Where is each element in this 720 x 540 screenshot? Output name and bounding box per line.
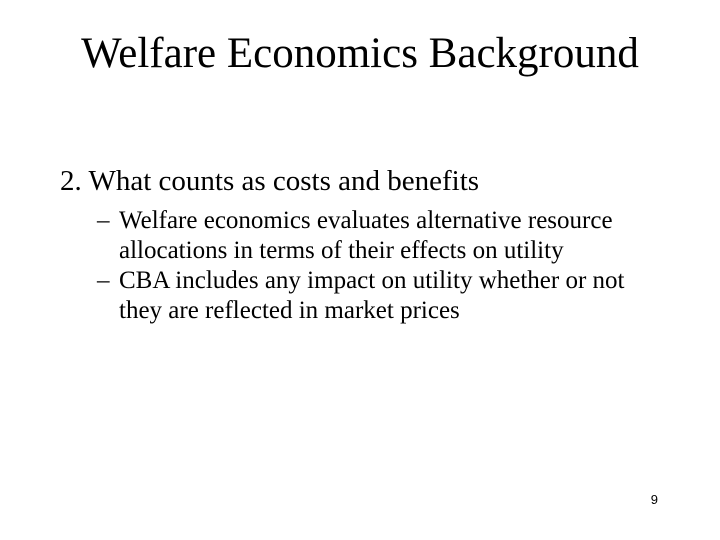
dash-marker: –	[97, 207, 110, 234]
slide-title: Welfare Economics Background	[81, 30, 639, 77]
bullet-text: Welfare economics evaluates alternative resource allocations in terms of their effects on utility	[119, 207, 613, 264]
dash-marker: –	[97, 267, 110, 294]
slide-body	[60, 163, 680, 326]
bullet-text: CBA includes any impact on utility whether or not they are reflected in market prices	[119, 267, 625, 324]
bullet-item	[60, 266, 659, 326]
section-heading: 2. What counts as costs and benefits	[60, 165, 480, 197]
bullet-list	[60, 206, 680, 326]
bullet-item	[60, 206, 659, 266]
page-number: 9	[650, 492, 658, 507]
